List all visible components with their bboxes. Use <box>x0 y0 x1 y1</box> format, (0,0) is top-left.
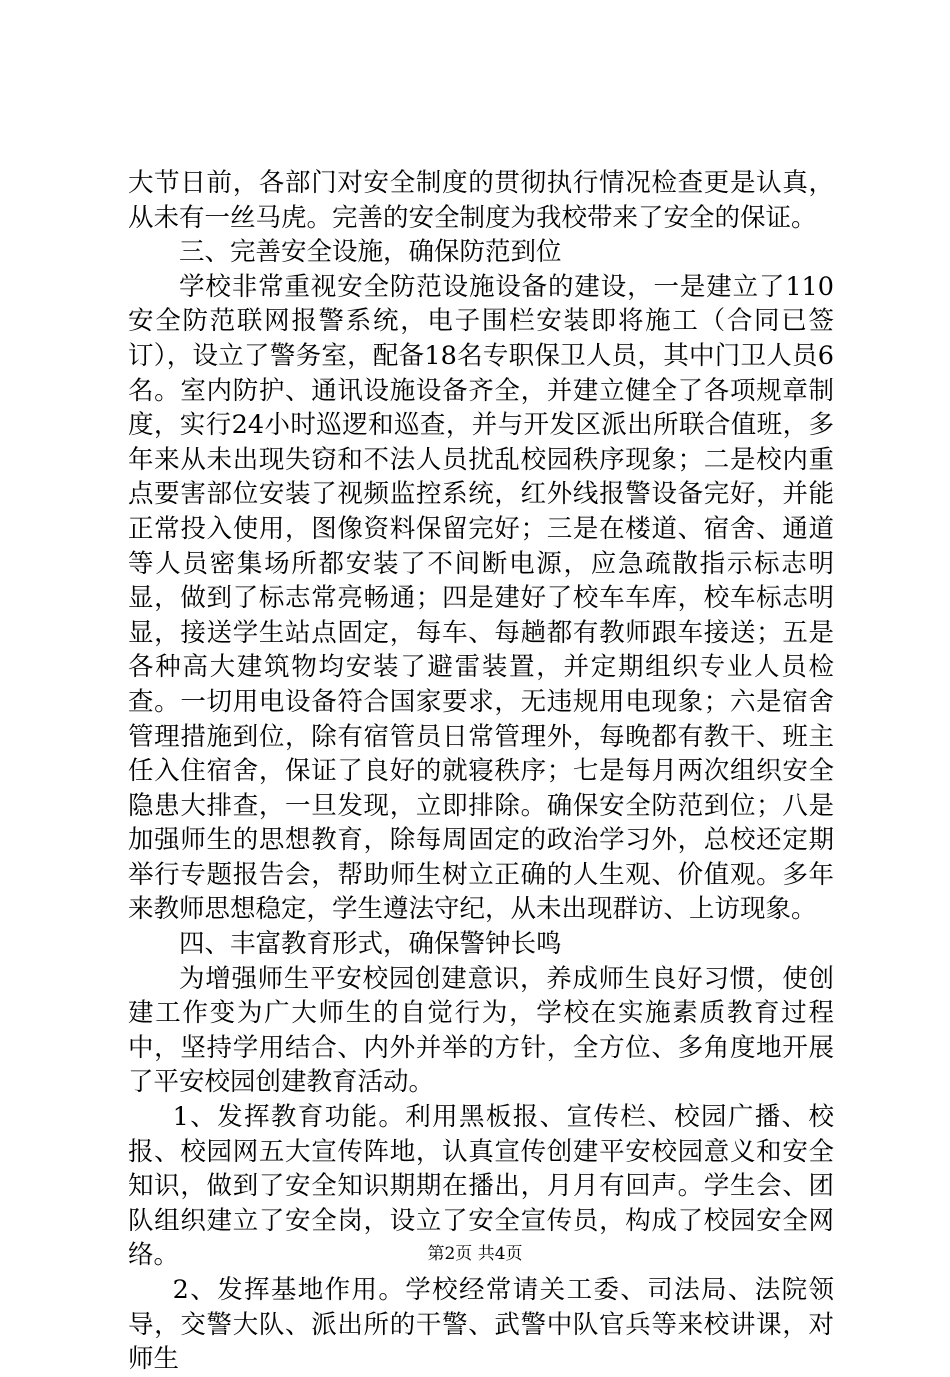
document-body <box>128 166 834 1377</box>
page-number: 第2页 共4页 <box>427 1244 523 1264</box>
paragraph-education-function: 1、发挥教育功能。利用黑板报、宣传栏、校园广播、校报、校园网五大宣传阵地，认真宣传创建平安校园意义和安全知识，做到了安全知识期期在播出，月月有回声。学生会、团队组织建立了安全岗，设立了安全宣传员，构成了校园安全网络。 <box>128 1102 834 1271</box>
paragraph-continuation: 大节日前，各部门对安全制度的贯彻执行情况检查更是认真，从未有一丝马虎。完善的安全制度为我校带来了安全的保证。 <box>128 168 834 233</box>
section-heading-4: 四、丰富教育形式，确保警钟长鸣 <box>179 929 562 960</box>
paragraph-education-forms: 为增强师生平安校园创建意识，养成师生良好习惯，使创建工作变为广大师生的自觉行为，学校在实施素质教育过程中，坚持学用结合、内外并举的方针，全方位、多角度地开展了平安校园创建教育活动。 <box>128 963 834 1098</box>
paragraph-base-role: 2、发挥基地作用。学校经常请关工委、司法局、法院领导，交警大队、派出所的干警、武警中队官兵等来校讲课，对师生 <box>128 1275 834 1375</box>
paragraph-safety-facilities: 学校非常重视安全防范设施设备的建设，一是建立了110安全防范联网报警系统，电子围栏安装即将施工（合同已签订），设立了警务室，配备18名专职保卫人员，其中门卫人员6名。室内防护、通讯设施设备齐全，并建立健全了各项规章制度，实行24小时巡逻和巡查，并与开发区派出所联合值班，多年来从未出现失窃和不法人员扰乱校园秩序现象；二是校内重点要害部位安装了视频监控系统，红外线报警设备完好，并能正常投入使用，图像资料保留完好；三是在楼道、宿舍、通道等人员密集场所都安装了不间断电源，应急疏散指示标志明显，做到了标志常亮畅通；四是建好了校车车库，校车标志明显，接送学生站点固定，每车、每趟都有教师跟车接送；五是各种高大建筑物均安装了避雷装置，并定期组织专业人员检查。一切用电设备符合国家要求，无违规用电现象；六是宿舍管理措施到位，除有宿管员日常管理外，每晚都有教干、班主任入住宿舍，保证了良好的就寝秩序；七是每月两次组织安全隐患大排查，一旦发现，立即排除。确保安全防范到位；八是加强师生的思想教育，除每周固定的政治学习外，总校还定期举行专题报告会，帮助师生树立正确的人生观、价值观。多年来教师思想稳定，学生遵法守纪，从未出现群访、上访现象。 <box>128 271 834 925</box>
section-heading-3: 三、完善安全设施，确保防范到位 <box>179 237 562 268</box>
